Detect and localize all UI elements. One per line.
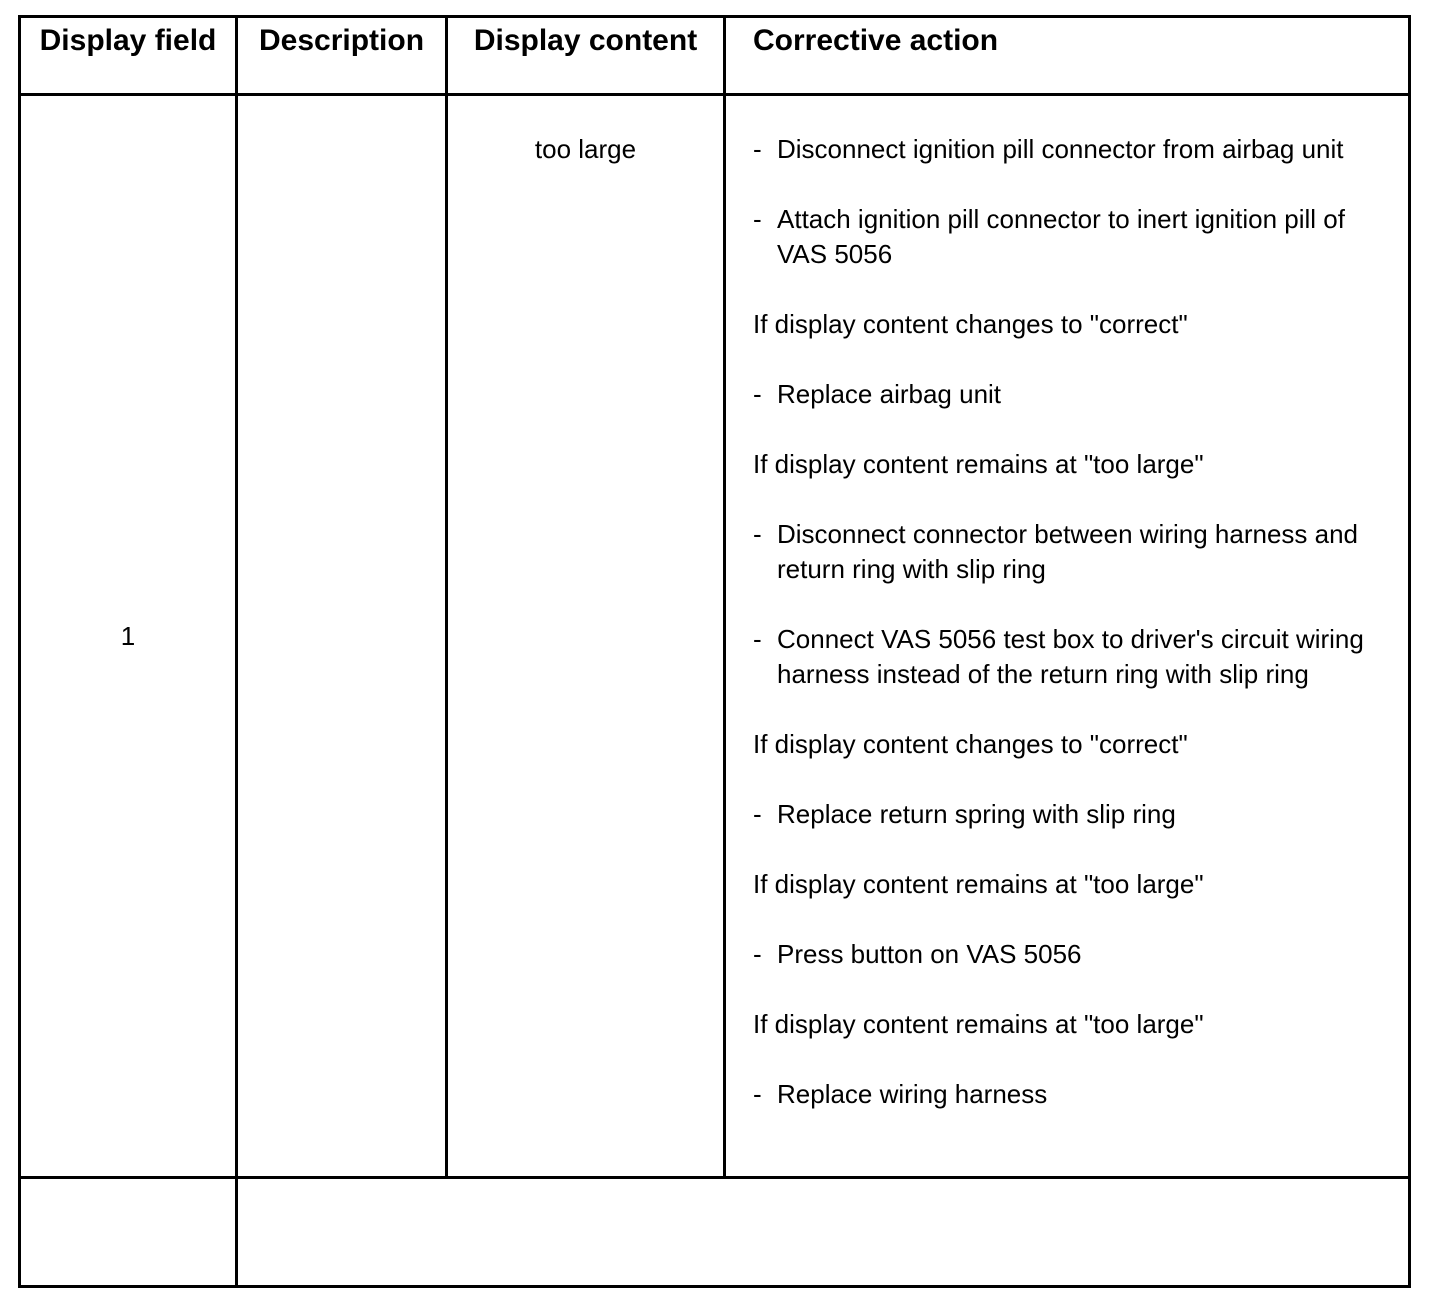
action-step-text: Attach ignition pill connector to inert ignition pill of VAS 5056 <box>777 204 1345 269</box>
action-step <box>753 377 1388 412</box>
action-step-text: Replace return spring with slip ring <box>777 799 1176 829</box>
action-step-text: Replace wiring harness <box>777 1079 1048 1109</box>
action-condition: If display content remains at "too large" <box>753 449 1204 479</box>
action-condition: If display content remains at "too large" <box>753 1009 1204 1039</box>
action-step <box>753 622 1388 692</box>
footer-row <box>20 1178 1410 1287</box>
header-row <box>20 17 1410 95</box>
header-display-field: Display field <box>20 17 237 95</box>
footer-left-cell <box>20 1178 237 1287</box>
action-step <box>753 202 1388 272</box>
dash-marker: - <box>753 799 762 829</box>
dash-marker: - <box>753 624 762 654</box>
action-step <box>753 1077 1388 1112</box>
action-step-text: Replace airbag unit <box>777 379 1002 409</box>
cell-display-field: 1 <box>20 95 237 1178</box>
action-step <box>753 517 1388 587</box>
action-step <box>753 132 1388 167</box>
action-condition: If display content remains at "too large" <box>753 869 1204 899</box>
dash-marker: - <box>753 134 762 164</box>
header-description: Description <box>237 17 447 95</box>
action-step-text: Press button on VAS 5056 <box>777 939 1082 969</box>
action-step <box>753 797 1388 832</box>
footer-right-cell <box>237 1178 1410 1287</box>
cell-corrective-action <box>725 95 1410 1178</box>
action-step-text: Connect VAS 5056 test box to driver's circuit wiring harness instead of the return ring with slip ring <box>777 624 1364 689</box>
dash-marker: - <box>753 204 762 234</box>
diagnostic-table <box>18 15 1411 1288</box>
header-display-content: Display content <box>447 17 725 95</box>
dash-marker: - <box>753 519 762 549</box>
action-step-text: Disconnect ignition pill connector from airbag unit <box>777 134 1344 164</box>
dash-marker: - <box>753 379 762 409</box>
action-step-text: Disconnect connector between wiring harness and return ring with slip ring <box>777 519 1359 584</box>
action-step <box>753 937 1388 972</box>
dash-marker: - <box>753 939 762 969</box>
cell-description <box>237 95 447 1178</box>
cell-display-content: too large <box>447 95 725 1178</box>
action-condition: If display content changes to "correct" <box>753 729 1188 759</box>
dash-marker: - <box>753 1079 762 1109</box>
action-condition: If display content changes to "correct" <box>753 309 1188 339</box>
table-row <box>20 95 1410 1178</box>
header-corrective-action: Corrective action <box>725 17 1410 95</box>
